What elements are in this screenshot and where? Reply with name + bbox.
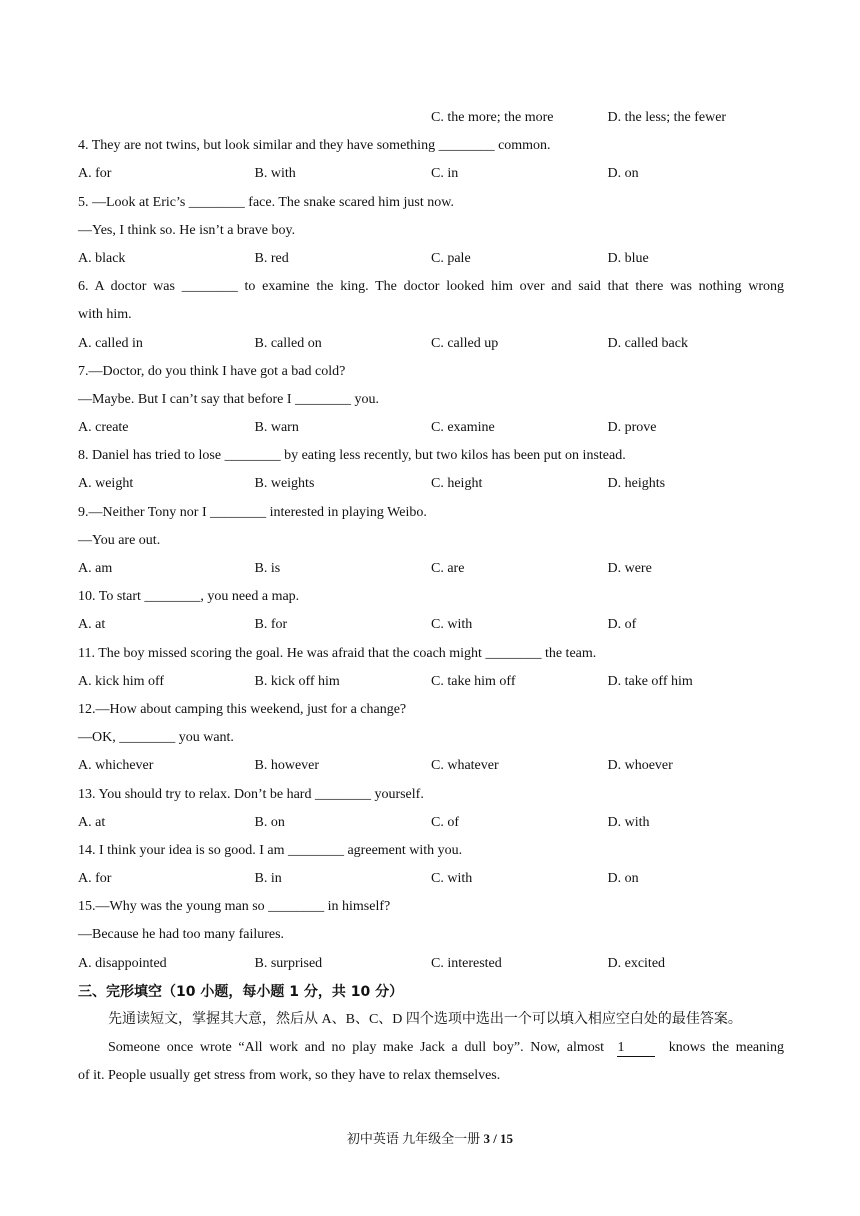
question-5-stem: 5. —Look at Eric’s ________ face. The snake scared him just now.: [78, 194, 454, 210]
option-b: B. with: [254, 166, 296, 182]
option-b: B. however: [254, 758, 320, 774]
option-d: D. were: [607, 561, 652, 576]
question-9-stem: 9.—Neither Tony nor I ________ interested in playing Weibo.: [78, 504, 427, 520]
option-a: A. for: [78, 871, 112, 887]
question-6-options: [78, 330, 784, 358]
option-d: D. on: [607, 166, 639, 182]
option-d: D. take off him: [607, 673, 693, 689]
option-b: B. surprised: [254, 955, 323, 971]
exam-page-content: [78, 104, 784, 1091]
question-11-stem: 11. The boy missed scoring the goal. He was afraid that the coach might ________ the team.: [78, 645, 597, 661]
question-5-options: [78, 245, 784, 273]
option-c: C. whatever: [431, 758, 499, 774]
question-14-options: [78, 865, 784, 893]
option-d: D. with: [607, 814, 650, 830]
blank-1: 1: [617, 1040, 655, 1057]
option-b: B. in: [254, 871, 282, 887]
question-5-response: —Yes, I think so. He isn’t a brave boy.: [78, 222, 296, 238]
option-c: C. of: [431, 814, 459, 830]
page-number: 3 / 15: [483, 1131, 514, 1146]
question-10-options: [78, 611, 784, 639]
option-b: B. for: [254, 617, 288, 633]
question-8-stem: 8. Daniel has tried to lose ________ by eating less recently, but two kilos has been put on instead.: [78, 448, 626, 464]
question-13-options: [78, 809, 784, 837]
question-9-response: —You are out.: [78, 532, 161, 548]
option-d: D. whoever: [607, 758, 673, 774]
option-c: C. with: [431, 871, 473, 887]
question-7-options: [78, 414, 784, 442]
option-a: A. whichever: [78, 758, 154, 774]
question-12-stem: 12.—How about camping this weekend, just for a change?: [78, 701, 407, 717]
question-6-stem-continued: with him.: [78, 307, 132, 323]
option-a: A. disappointed: [78, 955, 167, 971]
option-c: C. are: [431, 561, 465, 576]
option-a: A. am: [78, 561, 113, 576]
option-b: B. kick off him: [254, 673, 340, 689]
option-c: C. take him off: [431, 673, 516, 689]
option-c: C. in: [431, 166, 459, 182]
option-d: D. excited: [607, 955, 666, 971]
question-9-options: [78, 555, 784, 583]
option-d: D. of: [607, 617, 637, 633]
question-12-options: [78, 752, 784, 780]
question-15-response: —Because he had too many failures.: [78, 927, 285, 943]
option-a: A. black: [78, 250, 126, 266]
question-13-stem: 13. You should try to relax. Don’t be hard ________ yourself.: [78, 786, 424, 802]
option-b: B. is: [254, 561, 281, 576]
option-d: D. blue: [607, 250, 649, 266]
option-a: A. for: [78, 166, 112, 182]
question-15-options: [78, 950, 784, 978]
option-d: D. on: [607, 871, 639, 887]
option-d: D. the less; the fewer: [607, 110, 727, 125]
question-6-stem: 6. A doctor was ________ to examine the king. The doctor looked him over and said that there was nothing wrong: [78, 279, 784, 295]
footer-title: 初中英语 九年级全一册: [346, 1131, 484, 1146]
section-heading: 三、完形填空（10 小题，每小题 1 分，共 10 分）: [78, 983, 404, 1000]
question-14-stem: 14. I think your idea is so good. I am ________ agreement with you.: [78, 842, 463, 858]
question-11-options: [78, 668, 784, 696]
option-c: C. called up: [431, 335, 499, 351]
passage-text: knows the meaning: [668, 1040, 785, 1056]
question-3-options-tail: [78, 104, 784, 132]
question-12-response: —OK, ________ you want.: [78, 730, 234, 746]
passage-line-2: of it. People usually get stress from work, so they have to relax themselves.: [78, 1068, 501, 1084]
option-d: D. prove: [607, 420, 657, 436]
option-b: B. weights: [254, 476, 315, 492]
option-c: C. the more; the more: [431, 110, 554, 125]
page-footer: [0, 1128, 860, 1147]
option-b: B. on: [254, 814, 285, 830]
question-10-stem: 10. To start ________, you need a map.: [78, 589, 300, 605]
option-c: C. interested: [431, 955, 502, 971]
option-a: A. kick him off: [78, 673, 165, 689]
question-4-stem: 4. They are not twins, but look similar and they have something ________ common.: [78, 138, 551, 154]
option-a: A. at: [78, 814, 106, 830]
question-4-options: [78, 160, 784, 188]
question-15-stem: 15.—Why was the young man so ________ in himself?: [78, 899, 391, 915]
question-8-options: [78, 470, 784, 498]
option-a: A. weight: [78, 476, 134, 492]
option-d: D. heights: [607, 476, 666, 492]
option-b: B. warn: [254, 420, 299, 436]
option-c: C. with: [431, 617, 473, 633]
option-d: D. called back: [607, 335, 688, 351]
option-b: B. red: [254, 250, 289, 266]
question-7-stem: 7.—Doctor, do you think I have got a bad cold?: [78, 363, 346, 379]
option-c: C. pale: [431, 250, 471, 266]
option-c: C. examine: [431, 420, 495, 436]
passage-text: Someone once wrote “All work and no play make Jack a dull boy”. Now, almost: [108, 1040, 605, 1056]
option-a: A. called in: [78, 335, 143, 351]
section-instruction: 先通读短文，掌握其大意，然后从 A、B、C、D 四个选项中选出一个可以填入相应空白处的最佳答案。: [108, 1012, 742, 1027]
option-b: B. called on: [254, 335, 322, 351]
option-a: A. create: [78, 420, 129, 436]
question-7-response: —Maybe. But I can’t say that before I ________ you.: [78, 391, 380, 407]
passage-line-1: [78, 1034, 784, 1062]
option-c: C. height: [431, 476, 483, 492]
option-a: A. at: [78, 617, 106, 633]
